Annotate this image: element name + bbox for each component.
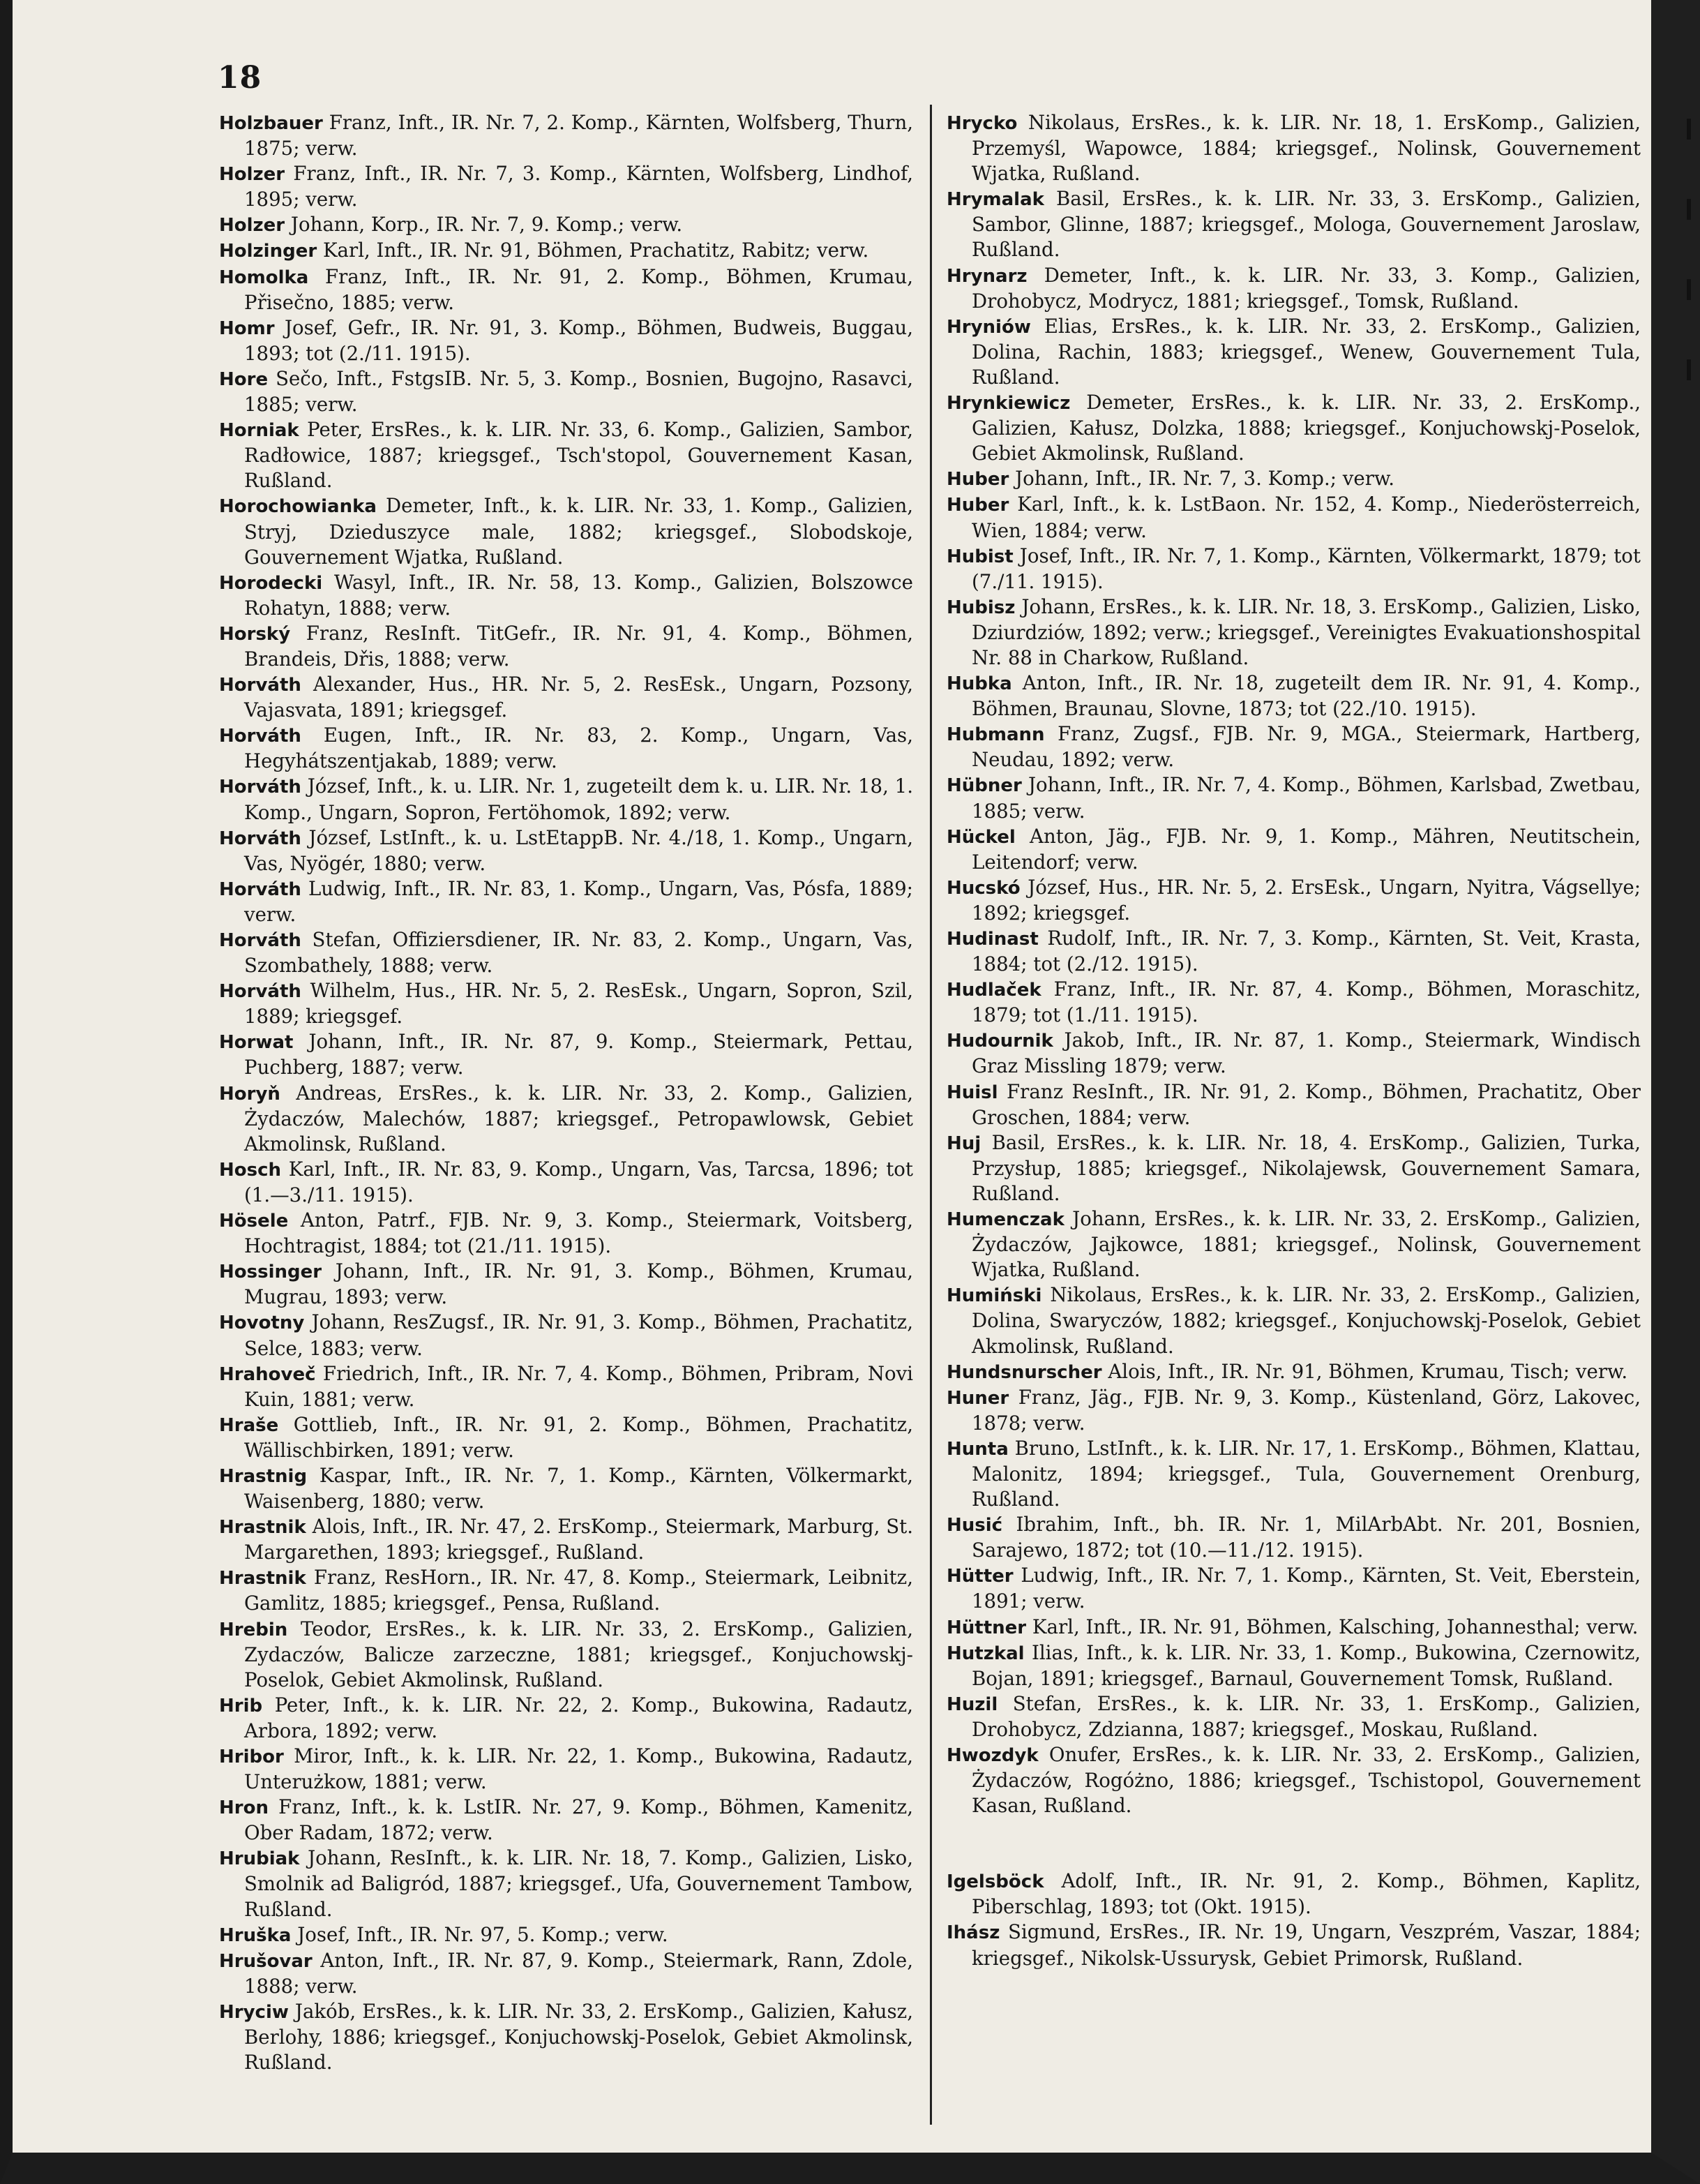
register-entry [947,772,1641,823]
entry-surname: Hudournik [947,1031,1053,1052]
entry-details: Alexander, Hus., HR. Nr. 5, 2. ResEsk., Ungarn, Pozsony, Vajasvata, 1891; kriegsgef. [244,673,913,722]
entry-details: Johann, ResInft., k. k. LIR. Nr. 18, 7. Komp., Galizien, Lisko, Smolnik ad Baligród, 1887; kriegsgef., Ufa, Gouvernement Tambow, Rußland. [244,1846,913,1921]
register-entry [219,1693,913,1744]
entry-surname: Homr [219,317,275,339]
register-entry [219,570,913,621]
entry-surname: Huj [947,1132,981,1154]
entry-surname: Holzer [219,215,285,237]
entry-surname: Hunta [947,1438,1009,1460]
register-entry [219,1617,913,1693]
entry-details: Franz, Jäg., FJB. Nr. 9, 3. Komp., Küstenland, Görz, Lakovec, 1878; verw. [972,1385,1641,1435]
entry-details: Friedrich, Inft., IR. Nr. 7, 4. Komp., Böhmen, Pribram, Novi Kuin, 1881; verw. [244,1361,914,1411]
entry-details: Sečo, Inft., FstgsIB. Nr. 5, 3. Komp., Bosnien, Bugojno, Rasavci, 1885; verw. [244,366,913,417]
register-entry [219,110,913,161]
entry-surname: Husić [947,1515,1003,1536]
entry-surname: Hosch [219,1159,282,1181]
register-entry [219,212,913,238]
entry-surname: Hrebin [219,1619,288,1640]
register-entry [219,672,913,723]
register-entry [947,1282,1641,1359]
entry-surname: Humiński [947,1285,1042,1307]
entry-surname: Hraše [219,1414,279,1436]
register-entry [947,1359,1641,1385]
entry-details: Basil, ErsRes., k. k. LIR. Nr. 18, 4. ErsKomp., Galizien, Turka, Przysłup, 1885; kriegsgef., Nikolajewsk, Gouvernement Samara, Rußland. [972,1130,1641,1205]
entry-surname: Horváth [219,777,301,798]
entry-surname: Hutzkal [947,1643,1025,1664]
edge-mark [1687,199,1691,220]
register-entry [219,264,913,315]
register-entry [219,1999,913,2075]
register-entry [219,1310,913,1361]
register-entry [219,621,913,672]
register-entry [219,1081,913,1157]
entry-surname: Hucskó [947,877,1021,899]
entry-details: Karl, Inft., IR. Nr. 91, Böhmen, Kalsching, Johannesthal; verw. [1032,1615,1639,1638]
entry-details: Franz, Inft., IR. Nr. 7, 2. Komp., Kärnten, Wolfsberg, Thurn, 1875; verw. [244,111,913,160]
entry-surname: Hückel [947,826,1016,848]
register-entry [219,1922,913,1948]
entry-surname: Horváth [219,726,301,747]
register-entry [219,493,913,569]
entry-details: Josef, Inft., IR. Nr. 7, 1. Komp., Kärnten, Völkermarkt, 1879; tot (7./11. 1915). [972,544,1641,593]
register-entry [947,466,1641,492]
entry-details: József, Hus., HR. Nr. 5, 2. ErsEsk., Ungarn, Nyitra, Vágsellye; 1892; kriegsgef. [972,875,1641,925]
register-entry [219,1157,913,1208]
entry-details: Franz ResInft., IR. Nr. 91, 2. Komp., Böhmen, Prachatitz, Ober Groschen, 1884; verw. [972,1079,1641,1129]
entry-details: Kaspar, Inft., IR. Nr. 7, 1. Komp., Kärnten, Völkermarkt, Waisenberg, 1880; verw. [244,1463,913,1513]
register-entry [219,1795,913,1846]
edge-marks [1687,119,1694,412]
register-entry [947,1615,1641,1640]
entry-details: Miror, Inft., k. k. LIR. Nr. 22, 1. Komp., Bukowina, Radautz, Unterużkow, 1881; verw. [244,1744,913,1794]
entry-details: Johann, Inft., IR. Nr. 7, 3. Komp.; verw. [1015,467,1395,491]
entry-surname: Hribor [219,1747,284,1767]
entry-details: Demeter, ErsRes., k. k. LIR. Nr. 33, 2. ErsKomp., Galizien, Kałusz, Dolzka, 1888; kriegsgef., Konjuchowskj-Poselok, Gebiet Akmolinsk, Rußland. [972,391,1641,465]
entry-surname: Hütter [947,1566,1014,1587]
entry-surname: Huisl [947,1082,998,1103]
entry-surname: Hubka [947,673,1012,695]
page-number: 18 [218,60,262,96]
register-entry [947,1079,1641,1130]
register-entry [219,315,913,366]
register-entry [219,1948,913,1999]
entry-surname: Hrušovar [219,1950,313,1972]
entry-surname: Huber [947,495,1009,516]
entry-surname: Hrastnik [219,1568,306,1590]
entry-surname: Homolka [219,267,309,288]
register-entry [947,1436,1641,1512]
entry-surname: Horváth [219,981,301,1003]
register-entry [219,1565,913,1616]
entry-surname: Hrymalak [947,189,1044,211]
entry-details: Franz, Inft., k. k. LstIR. Nr. 27, 9. Komp., Böhmen, Kamenitz, Ober Radam, 1872; verw. [244,1795,913,1845]
entry-details: Wilhelm, Hus., HR. Nr. 5, 2. ResEsk., Ungarn, Sopron, Szil, 1889; kriegsgef. [244,979,913,1029]
register-entry [219,1259,913,1310]
register-entry [947,721,1641,772]
entry-details: Nikolaus, ErsRes., k. k. LIR. Nr. 18, 1. ErsKomp., Galizien, Przemyśl, Wapowce, 1884; kriegsgef., Nolinsk, Gouvernement Wjatka, Rußland. [972,111,1641,186]
register-entry [947,314,1641,390]
entry-details: Peter, ErsRes., k. k. LIR. Nr. 33, 6. Komp., Galizien, Sambor, Radłowice, 1887; kriegsgef., Tsch'stopol, Gouvernement Kasan, Rußland. [244,418,913,493]
entry-surname: Horniak [219,420,299,442]
register-entry [219,1208,913,1259]
entry-surname: Hübner [947,775,1022,797]
entry-surname: Horyň [219,1083,280,1105]
entry-surname: Hryciw [219,2001,289,2023]
entry-surname: Hwozdyk [947,1745,1039,1766]
register-entry [219,723,913,774]
register-entry [947,1691,1641,1742]
entry-details: Onufer, ErsRes., k. k. LIR. Nr. 33, 2. ErsKomp., Galizien, Żydaczów, Rogóżno, 1886; kriegsgef., Tschistopol, Gouvernement Kasan, Rußland. [972,1743,1641,1818]
entry-surname: Huzil [947,1693,998,1715]
entry-details: Franz, ResInft. TitGefr., IR. Nr. 91, 4. Komp., Böhmen, Brandeis, Dřis, 1888; verw. [244,621,913,671]
entry-surname: Hron [219,1797,269,1819]
register-entry [219,238,913,264]
entry-details: Franz, Inft., IR. Nr. 7, 3. Komp., Kärnten, Wolfsberg, Lindhof, 1895; verw. [244,162,913,211]
section-gap [947,1818,1641,1869]
entry-details: Karl, Inft., IR. Nr. 83, 9. Komp., Ungarn, Vas, Tarcsa, 1896; tot (1.—3./11. 1915). [244,1157,913,1206]
register-entry [947,875,1641,926]
entry-surname: Hrycko [947,113,1018,134]
register-entry [947,1742,1641,1818]
entry-surname: Hossinger [219,1262,322,1283]
register-entry [947,1920,1641,1970]
entry-details: Jakób, ErsRes., k. k. LIR. Nr. 33, 2. ErsKomp., Galizien, Kałusz, Berlohy, 1886; kriegsgef., Konjuchowskj-Poselok, Gebiet Akmolinsk, Rußland. [244,1999,913,2074]
entry-details: Johann, ErsRes., k. k. LIR. Nr. 33, 2. ErsKomp., Galizien, Żydaczów, Jajkowce, 1881; kriegsgef., Nolinsk, Gouvernement Wjatka, Rußland. [972,1207,1641,1282]
register-entry [219,825,913,876]
register-entry [219,927,913,978]
entry-surname: Holzinger [219,241,317,262]
entry-details: Stefan, Offiziersdiener, IR. Nr. 83, 2. Komp., Ungarn, Vas, Szombathely, 1888; verw. [244,928,913,978]
entry-details: József, LstInft., k. u. LstEtappB. Nr. 4./18, 1. Komp., Ungarn, Vas, Nyögér, 1880; verw. [244,825,913,875]
register-entry [219,1361,913,1412]
entry-details: Ilias, Inft., k. k. LIR. Nr. 33, 1. Komp., Bukowina, Czernowitz, Bojan, 1891; kriegsgef., Barnaul, Gouvernement Tomsk, Rußland. [972,1640,1641,1690]
entry-details: Karl, Inft., k. k. LstBaon. Nr. 152, 4. Komp., Niederösterreich, Wien, 1884; verw. [972,493,1641,542]
register-entry [219,876,913,927]
entry-details: Demeter, Inft., k. k. LIR. Nr. 33, 3. Komp., Galizien, Drohobycz, Modrycz, 1881; kriegsgef., Tomsk, Rußland. [972,263,1641,313]
register-entry [219,978,913,1029]
entry-details: Franz, ResHorn., IR. Nr. 47, 8. Komp., Steiermark, Leibnitz, Gamlitz, 1885; kriegsgef., Pensa, Rußland. [244,1566,913,1615]
entry-surname: Hubist [947,546,1014,567]
entry-details: Josef, Gefr., IR. Nr. 91, 3. Komp., Böhmen, Budweis, Buggau, 1893; tot (2./11. 1915). [244,315,913,365]
entry-details: Alois, Inft., IR. Nr. 47, 2. ErsKomp., Steiermark, Marburg, St. Margarethen, 1893; kriegsgef., Rußland. [244,1515,913,1564]
register-entry [947,263,1641,314]
edge-mark [1687,119,1691,140]
register-entry [947,1869,1641,1920]
register-entry [947,824,1641,875]
register-entry [947,1640,1641,1691]
register-entry [947,110,1641,186]
entry-details: Johann, ErsRes., k. k. LIR. Nr. 18, 3. ErsKomp., Galizien, Lisko, Dziurdziów, 1892; verw.; kriegsgef., Vereinigtes Evakuationshospital Nr. 88 in Charkow, Rußland. [972,594,1641,669]
register-entry [947,390,1641,466]
entry-surname: Hudlaček [947,980,1041,1001]
entry-details: Karl, Inft., IR. Nr. 91, Böhmen, Prachatitz, Rabitz; verw. [322,239,869,262]
entry-details: Alois, Inft., IR. Nr. 91, Böhmen, Krumau, Tisch; verw. [1108,1359,1628,1383]
entry-surname: Hrastnig [219,1465,308,1487]
entry-surname: Horwat [219,1032,294,1054]
entry-details: Sigmund, ErsRes., IR. Nr. 19, Ungarn, Veszprém, Vaszar, 1884; kriegsgef., Nikolsk-Ussurysk, Gebiet Primorsk, Rußland. [972,1920,1641,1970]
entry-details: Stefan, ErsRes., k. k. LIR. Nr. 33, 1. ErsKomp., Galizien, Drohobycz, Zdzianna, 1887; kriegsgef., Moskau, Rußland. [972,1691,1641,1741]
entry-surname: Horváth [219,930,301,951]
entry-surname: Horváth [219,828,301,849]
entry-surname: Hubmann [947,724,1045,746]
entry-surname: Holzer [219,164,285,186]
column-divider [930,105,932,2125]
entry-details: Franz, Inft., IR. Nr. 91, 2. Komp., Böhmen, Krumau, Přisečno, 1885; verw. [244,264,913,314]
register-entry [947,492,1641,543]
edge-mark [1687,279,1691,300]
entry-details: Johann, Inft., IR. Nr. 91, 3. Komp., Böhmen, Krumau, Mugrau, 1893; verw. [244,1259,913,1309]
entry-surname: Hryniów [947,316,1031,338]
entry-details: Johann, ResZugsf., IR. Nr. 91, 3. Komp., Böhmen, Prachatitz, Selce, 1883; verw. [244,1310,913,1360]
entry-surname: Horváth [219,878,301,900]
entry-surname: Igelsböck [947,1871,1044,1893]
left-column [219,110,913,2075]
entry-surname: Hruška [219,1924,292,1946]
register-entry [947,1206,1641,1282]
entry-surname: Hrahoveč [219,1363,316,1385]
entry-details: Wasyl, Inft., IR. Nr. 58, 13. Komp., Galizien, Bolszowce Rohatyn, 1888; verw. [244,570,913,620]
entry-details: Anton, Jäg., FJB. Nr. 9, 1. Komp., Mähren, Neutitschein, Leitendorf; verw. [972,824,1641,874]
entry-surname: Horský [219,623,291,645]
entry-surname: Hore [219,368,269,390]
entry-details: Anton, Inft., IR. Nr. 87, 9. Komp., Steiermark, Rann, Zdole, 1888; verw. [244,1948,913,1998]
entry-details: Basil, ErsRes., k. k. LIR. Nr. 33, 3. ErsKomp., Galizien, Sambor, Glinne, 1887; kriegsgef., Mologa, Gouvernement Jaroslaw, Rußland. [972,187,1641,262]
register-entry [219,1029,913,1080]
entry-surname: Horochowianka [219,496,377,518]
entry-surname: Humenczak [947,1209,1065,1231]
entry-surname: Hubisz [947,597,1016,618]
entry-details: Josef, Inft., IR. Nr. 97, 5. Komp.; verw. [297,1922,668,1946]
entry-details: Demeter, Inft., k. k. LIR. Nr. 33, 1. Komp., Galizien, Stryj, Dzieduszyce male, 1882; kriegsgef., Slobodskoje, Gouvernement Wjatka, Rußland. [244,494,913,569]
register-entry [219,1463,913,1514]
register-entry [219,1846,913,1922]
entry-details: Teodor, ErsRes., k. k. LIR. Nr. 33, 2. ErsKomp., Galizien, Zydaczów, Balicze zarzeczne, 1881; kriegsgef., Konjuchowskj-Poselok, Gebiet Akmolinsk, Rußland. [244,1617,913,1691]
register-entry [219,774,913,825]
register-entry [219,1412,913,1463]
entry-details: József, Inft., k. u. LIR. Nr. 1, zugeteilt dem k. u. LIR. Nr. 18, 1. Komp., Ungarn, Sopron, Fertöhomok, 1892; verw. [244,775,914,824]
entry-details: Jakob, Inft., IR. Nr. 87, 1. Komp., Steiermark, Windisch Graz Missling 1879; verw. [972,1029,1641,1078]
entry-details: Ludwig, Inft., IR. Nr. 7, 1. Komp., Kärnten, St. Veit, Eberstein, 1891; verw. [972,1564,1641,1613]
entry-surname: Hösele [219,1211,289,1232]
entry-surname: Hrynarz [947,265,1028,287]
entry-surname: Ihász [947,1922,1000,1944]
entry-surname: Hovotny [219,1312,305,1334]
register-entry [219,1744,913,1795]
entry-surname: Hrastnik [219,1517,306,1539]
entry-surname: Huber [947,469,1009,491]
register-entry [219,366,913,417]
register-entry [947,1512,1641,1563]
entry-details: Johann, Korp., IR. Nr. 7, 9. Komp.; verw. [290,213,683,237]
entry-surname: Hrib [219,1695,263,1716]
register-entry [947,594,1641,671]
register-entry [947,926,1641,977]
entry-details: Johann, Inft., IR. Nr. 87, 9. Komp., Steiermark, Pettau, Puchberg, 1887; verw. [244,1030,913,1079]
entry-details: Anton, Patrf., FJB. Nr. 9, 3. Komp., Steiermark, Voitsberg, Hochtragist, 1884; tot (21./11. 1915). [244,1209,913,1258]
entry-details: Nikolaus, ErsRes., k. k. LIR. Nr. 33, 2. ErsKomp., Galizien, Dolina, Swaryczów, 1882; kriegsgef., Konjuchowskj-Poselok, Gebiet Akmolinsk, Rußland. [972,1283,1641,1358]
register-entry [947,1130,1641,1206]
entry-surname: Horváth [219,675,301,696]
entry-details: Franz, Inft., IR. Nr. 87, 4. Komp., Böhmen, Moraschitz, 1879; tot (1./11. 1915). [972,978,1641,1027]
right-column [947,110,1641,1971]
entry-surname: Hundsnurscher [947,1361,1102,1383]
entry-surname: Holzbauer [219,113,323,134]
register-entry [947,1563,1641,1614]
entry-details: Franz, Zugsf., FJB. Nr. 9, MGA., Steiermark, Hartberg, Neudau, 1892; verw. [972,722,1641,772]
register-entry [947,186,1641,262]
register-entry [219,417,913,493]
register-entry [947,1028,1641,1079]
register-entry [219,161,913,212]
register-entry [947,671,1641,721]
entry-details: Adolf, Inft., IR. Nr. 91, 2. Komp., Böhmen, Kaplitz, Piberschlag, 1893; tot (Okt. 1915). [972,1869,1641,1919]
entry-details: Andreas, ErsRes., k. k. LIR. Nr. 33, 2. Komp., Galizien, Żydaczów, Malechów, 1887; kriegsgef., Petropawlowsk, Gebiet Akmolinsk, Rußland. [244,1081,913,1155]
entry-details: Johann, Inft., IR. Nr. 7, 4. Komp., Böhmen, Karlsbad, Zwetbau, 1885; verw. [972,773,1641,823]
entry-surname: Hüttner [947,1617,1027,1638]
entry-surname: Hrubiak [219,1848,300,1870]
edge-mark [1687,359,1691,380]
entry-details: Bruno, LstInft., k. k. LIR. Nr. 17, 1. ErsKomp., Böhmen, Klattau, Malonitz, 1894; kriegsgef., Tula, Gouvernement Orenburg, Rußland. [972,1436,1641,1511]
entry-details: Peter, Inft., k. k. LIR. Nr. 22, 2. Komp., Bukowina, Radautz, Arbora, 1892; verw. [244,1693,913,1742]
entry-details: Gottlieb, Inft., IR. Nr. 91, 2. Komp., Böhmen, Prachatitz, Wällischbirken, 1891; verw. [244,1412,913,1462]
register-entry [947,977,1641,1028]
register-entry [219,1514,913,1565]
entry-details: Ibrahim, Inft., bh. IR. Nr. 1, MilArbAbt. Nr. 201, Bosnien, Sarajewo, 1872; tot (10.—11./12. 1915). [972,1513,1641,1562]
entry-details: Elias, ErsRes., k. k. LIR. Nr. 33, 2. ErsKomp., Galizien, Dolina, Rachin, 1883; kriegsgef., Wenew, Gouvernement Tula, Rußland. [972,314,1641,389]
entry-details: Anton, Inft., IR. Nr. 18, zugeteilt dem IR. Nr. 91, 4. Komp., Böhmen, Braunau, Slovne, 1873; tot (22./10. 1915). [972,671,1641,721]
register-entry [947,1385,1641,1436]
register-entry [947,544,1641,594]
entry-surname: Horodecki [219,572,323,594]
entry-surname: Huner [947,1387,1009,1409]
entry-details: Ludwig, Inft., IR. Nr. 83, 1. Komp., Ungarn, Vas, Pósfa, 1889; verw. [244,876,913,926]
entry-surname: Hudinast [947,929,1039,950]
entry-surname: Hrynkiewicz [947,393,1071,414]
entry-details: Eugen, Inft., IR. Nr. 83, 2. Komp., Ungarn, Vas, Hegyhátszentjakab, 1889; verw. [244,724,913,773]
entry-details: Rudolf, Inft., IR. Nr. 7, 3. Komp., Kärnten, St. Veit, Krasta, 1884; tot (2./12. 1915). [972,927,1641,976]
